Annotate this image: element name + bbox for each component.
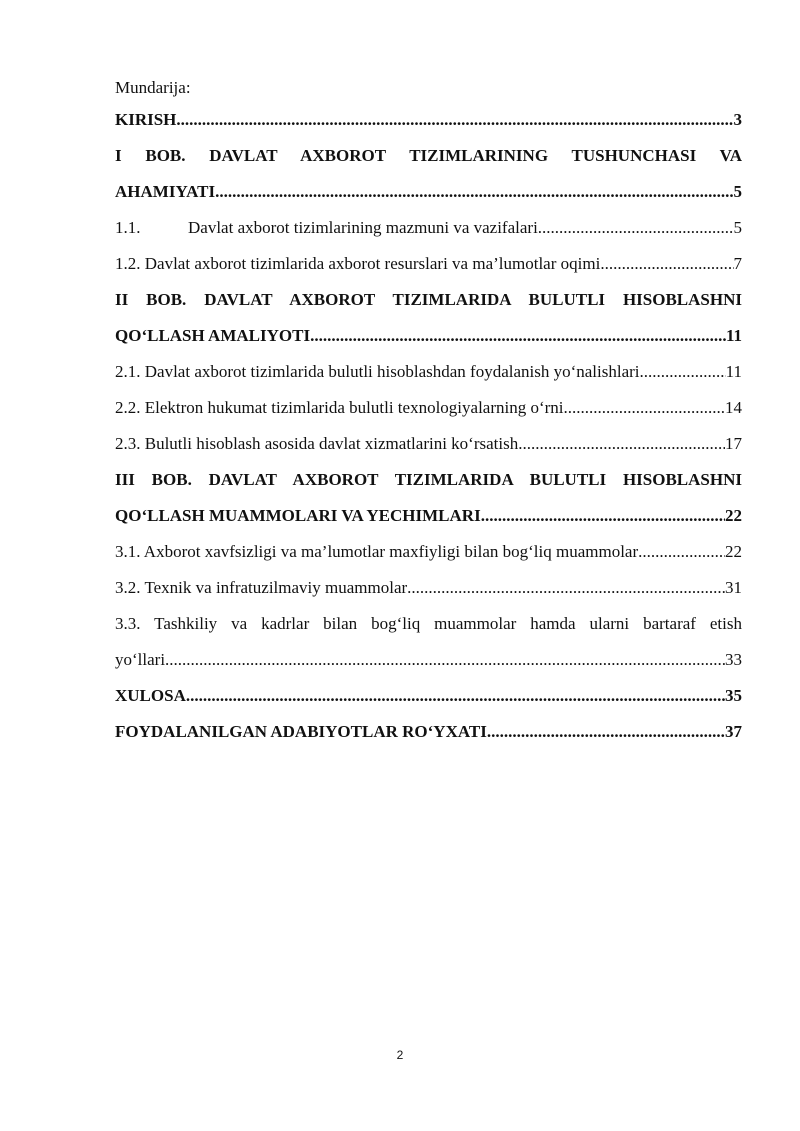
toc-entry-page: 35 [725,686,742,705]
toc-entry-xulosa[interactable] [115,684,742,708]
table-of-contents [115,108,742,744]
toc-entry-section-1-2[interactable] [115,252,742,276]
toc-entry-title: 2.3. Bulutli hisoblash asosida davlat xizmatlarini ko‘rsatish [115,434,519,453]
toc-entry-page: 11 [725,362,742,381]
toc-entry-title: KIRISH [115,110,177,129]
dot-leader [186,684,725,708]
dot-leader [600,252,733,276]
toc-entry-kirish[interactable] [115,108,742,132]
dot-leader [407,576,725,600]
toc-entry-page: 31 [725,578,742,597]
toc-entry-title-line1: I BOB. DAVLAT AXBOROT TIZIMLARINING TUSHUNCHASI VA [115,146,742,165]
toc-entry-page: 37 [725,722,742,741]
toc-entry-section-2-3[interactable] [115,432,742,456]
toc-entry-title: QO‘LLASH MUAMMOLARI VA YECHIMLARI [115,506,481,525]
toc-entry-bibliography[interactable] [115,720,742,744]
dot-leader [487,720,725,744]
toc-entry-page: 22 [725,506,742,525]
dot-leader [215,180,733,204]
toc-entry-title: 3.2. Texnik va infratuzilmaviy muammolar [115,578,408,597]
page-number: 2 [396,1048,404,1062]
toc-entry-title: QO‘LLASH AMALIYOTI [115,326,311,345]
toc-entry-number: 1.1. [115,218,141,237]
toc-entry-section-3-1[interactable] [115,540,742,564]
toc-entry-title-line1: 3.3. Tashkiliy va kadrlar bilan bog‘liq muammolar hamda ularni bartaraf etish [115,614,742,633]
toc-entry-page: 14 [725,398,742,417]
toc-entry-chapter-2[interactable] [115,288,742,348]
toc-entry-page: 11 [725,326,742,345]
toc-entry-page: 5 [733,218,742,237]
dot-leader [518,432,725,456]
toc-entry-chapter-3[interactable] [115,468,742,528]
toc-entry-title: 2.1. Davlat axborot tizimlarida bulutli hisoblashdan foydalanish yo‘nalishlari [115,362,640,381]
toc-entry-chapter-1[interactable] [115,144,742,204]
toc-entry-page: 7 [733,254,742,273]
toc-heading: Mundarija: [115,78,191,97]
toc-entry-title: 2.2. Elektron hukumat tizimlarida bulutli texnologiyalarning o‘rni [115,398,564,417]
dot-leader [564,396,725,420]
toc-entry-page: 33 [725,650,742,669]
toc-entry-title: AHAMIYATI [115,182,216,201]
toc-entry-title-line1: III BOB. DAVLAT AXBOROT TIZIMLARIDA BULUTLI HISOBLASHNI [115,470,742,489]
toc-entry-title: 3.1. Axborot xavfsizligi va ma’lumotlar maxfiyligi bilan bog‘liq muammolar [115,542,639,561]
dot-leader [310,324,726,348]
toc-entry-section-1-1[interactable] [115,216,742,240]
toc-entry-page: 17 [725,434,742,453]
toc-entry-page: 22 [725,542,742,561]
toc-entry-section-3-2[interactable] [115,576,742,600]
toc-entry-page: 5 [733,182,742,201]
toc-entry-section-3-3[interactable] [115,612,742,672]
dot-leader [165,648,725,672]
toc-entry-section-2-2[interactable] [115,396,742,420]
toc-entry-title: XULOSA [115,686,186,705]
toc-entry-title: 1.2. Davlat axborot tizimlarida axborot resurslari va ma’lumotlar oqimi [115,254,601,273]
dot-leader [176,108,733,132]
dot-leader [638,540,725,564]
toc-entry-title-line1: II BOB. DAVLAT AXBOROT TIZIMLARIDA BULUTLI HISOBLASHNI [115,290,742,309]
dot-leader [640,360,726,384]
dot-leader [481,504,725,528]
toc-entry-section-2-1[interactable] [115,360,742,384]
toc-entry-title: Davlat axborot tizimlarining mazmuni va vazifalari [188,218,538,237]
toc-entry-title: yo‘llari [115,650,166,669]
toc-entry-page: 3 [733,110,742,129]
dot-leader [538,216,734,240]
toc-entry-title: FOYDALANILGAN ADABIYOTLAR RO‘YXATI [115,722,487,741]
